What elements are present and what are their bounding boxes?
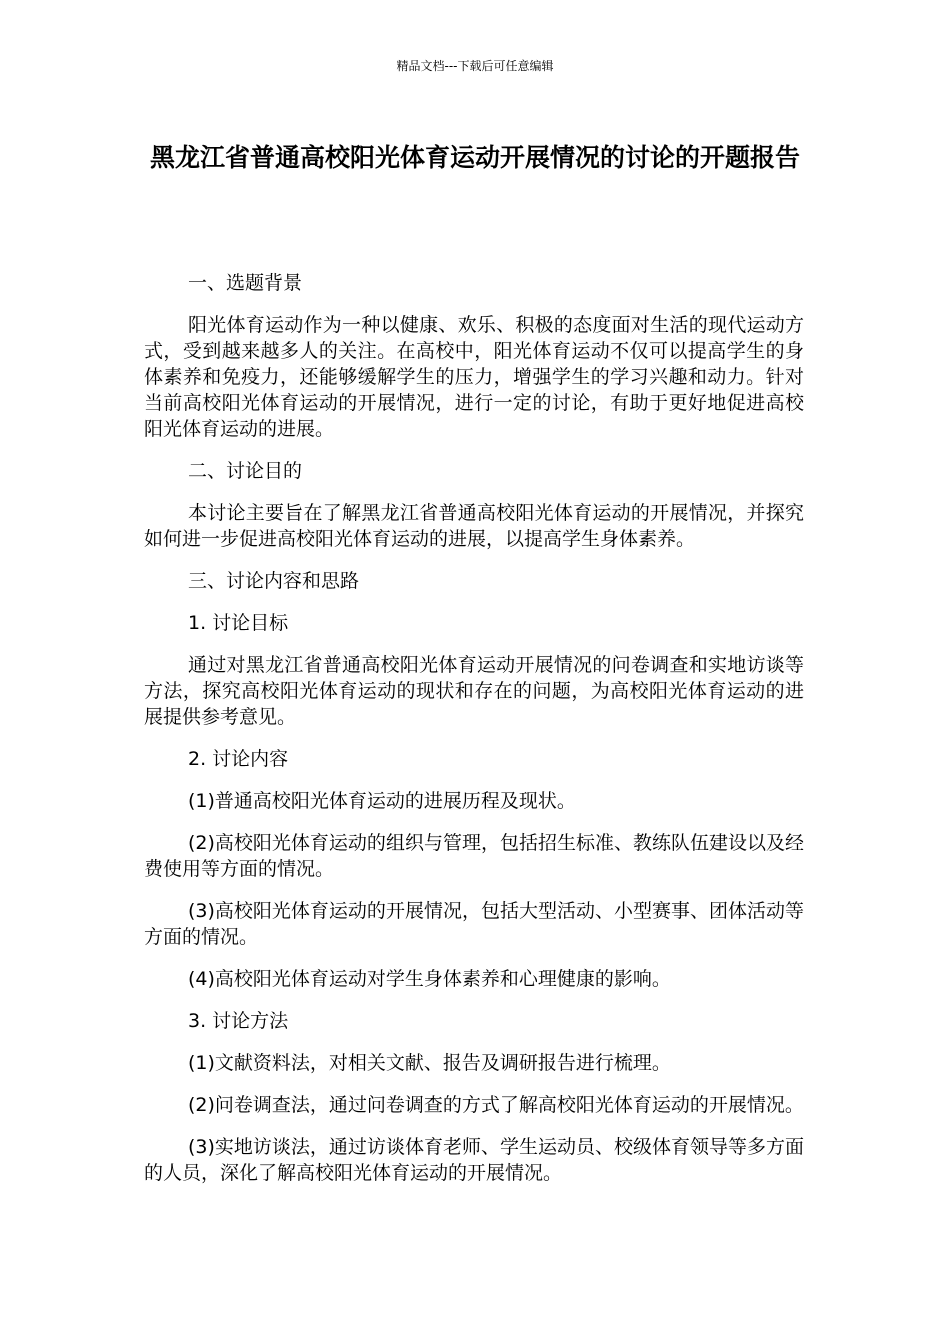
content-item-2: (2)高校阳光体育运动的组织与管理，包括招生标准、教练队伍建设以及经费使用等方面的情况。 [144,832,804,880]
subheading-goal: 1. 讨论目标 [188,612,289,634]
method-item-1: (1)文献资料法，对相关文献、报告及调研报告进行梳理。 [188,1052,671,1074]
subheading-discussion-content: 2. 讨论内容 [188,748,289,770]
paragraph-background: 阳光体育运动作为一种以健康、欢乐、积极的态度面对生活的现代运动方式，受到越来越多人的关注。在高校中，阳光体育运动不仅可以提高学生的身体素养和免疫力，还能够缓解学生的压力，增强学生的学习兴趣和动力。针对当前高校阳光体育运动的开展情况，进行一定的讨论，有助于更好地促进高校阳光体育运动的进展。 [144,314,804,440]
section-heading-background: 一、选题背景 [188,272,303,294]
content-item-3: (3)高校阳光体育运动的开展情况，包括大型活动、小型赛事、团体活动等方面的情况。 [144,900,804,948]
method-item-3: (3)实地访谈法，通过访谈体育老师、学生运动员、校级体育领导等多方面的人员，深化了解高校阳光体育运动的开展情况。 [144,1136,804,1184]
method-item-2: (2)问卷调查法，通过问卷调查的方式了解高校阳光体育运动的开展情况。 [188,1094,804,1116]
section-heading-content: 三、讨论内容和思路 [188,570,360,592]
content-item-1: (1)普通高校阳光体育运动的进展历程及现状。 [188,790,576,812]
document-body [144,270,804,1202]
section-heading-purpose: 二、讨论目的 [188,460,303,482]
paragraph-goal: 通过对黑龙江省普通高校阳光体育运动开展情况的问卷调查和实地访谈等方法，探究高校阳光体育运动的现状和存在的问题，为高校阳光体育运动的进展提供参考意见。 [144,654,804,728]
subheading-methods: 3. 讨论方法 [188,1010,289,1032]
content-item-4: (4)高校阳光体育运动对学生身体素养和心理健康的影响。 [188,968,671,990]
document-title: 黑龙江省普通高校阳光体育运动开展情况的讨论的开题报告 [149,143,800,172]
page-header: 精品文档---下载后可任意编辑 [396,59,554,73]
paragraph-purpose: 本讨论主要旨在了解黑龙江省普通高校阳光体育运动的开展情况，并探究如何进一步促进高校阳光体育运动的进展，以提高学生身体素养。 [144,502,804,550]
